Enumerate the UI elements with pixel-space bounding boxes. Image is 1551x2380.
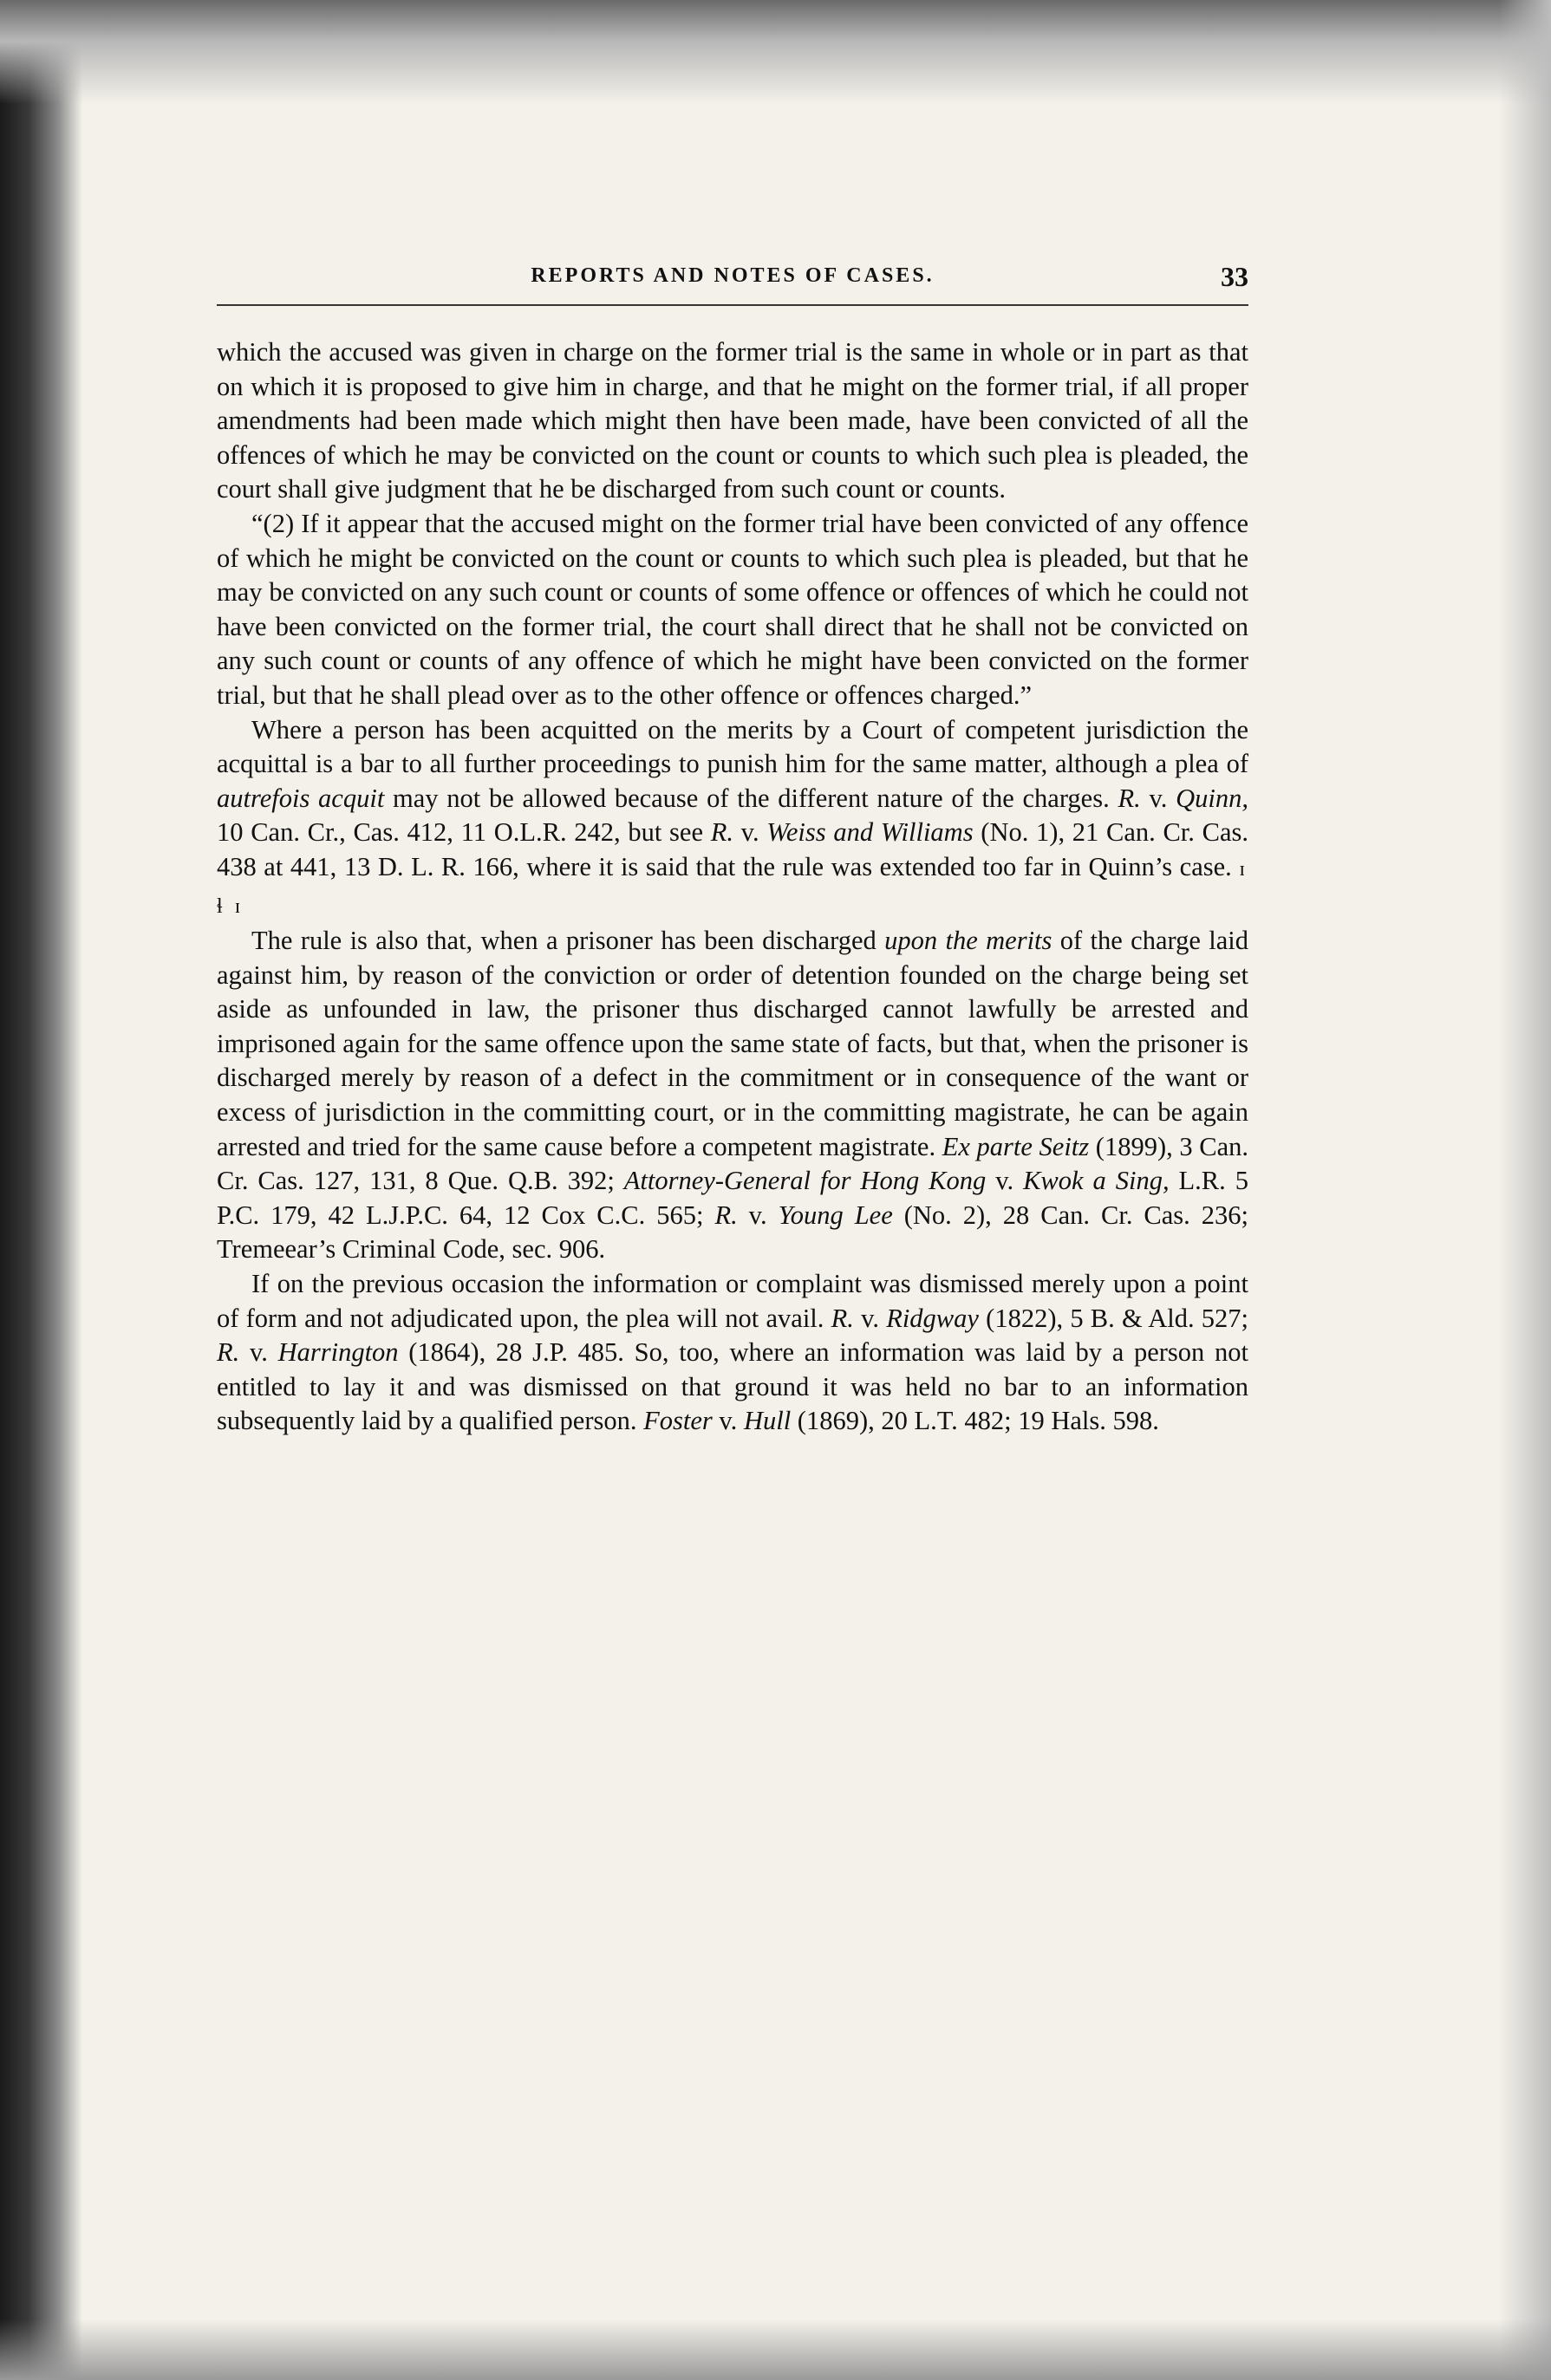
paragraph-5: If on the previous occasion the information or complaint was dismissed merely upon a point of form and not adjudicated upon, the plea will not avail. R. v. Ridgway (1822), 5 B. & Ald. 527; R. v. Harrington (1864), 28 J.P. 485. So, too, where an information was laid by a person not entitled to lay it and was dismissed on that ground it was held no bar to an information subsequently laid by a qualified person. Foster v. Hull (1869), 20 L.T. 482; 19 Hals. 598. xyxy=(217,1269,1249,1436)
book-page xyxy=(217,261,1249,1439)
running-title: REPORTS AND NOTES OF CASES. xyxy=(531,264,935,287)
case-name: Harrington xyxy=(277,1337,399,1368)
case-name: R. xyxy=(217,1337,240,1368)
case-name: R. xyxy=(831,1303,854,1333)
scan-right-edge-shadow xyxy=(1499,0,1551,2380)
case-name: Ex parte Seitz xyxy=(942,1131,1090,1161)
paragraph-4: The rule is also that, when a prisoner has been discharged upon the merits of the charge laid against him, by reason of the conviction or order of detention founded on the charge being set aside as unfounded in law, the prisoner thus discharged cannot lawfully be arrested and imprisoned again for the same offence upon the same state of facts, but that, when the prisoner is discharged merely by reason of a defect in the commitment or in consequence of the want or excess of jurisdiction in the committing court, or in the committing magistrate, he can be again arrested and tried for the same cause before a competent magistrate. Ex parte Seitz (1899), 3 Can. Cr. Cas. 127, 131, 8 Que. Q.B. 392; Attorney-General for Hong Kong v. Kwok a Sing, L.R. 5 P.C. 179, 42 L.J.P.C. 64, 12 Cox C.C. 565; R. v. Young Lee (No. 2), 28 Can. Cr. Cas. 236; Tremeear’s Criminal Code, sec. 906. xyxy=(217,926,1249,1265)
case-name: R. xyxy=(710,817,733,848)
case-name: Weiss and Williams xyxy=(766,817,974,848)
page-number: 33 xyxy=(1221,261,1248,292)
body-text xyxy=(217,335,1248,1439)
running-header xyxy=(217,261,1248,306)
case-name: Attorney-General for Hong Kong xyxy=(623,1166,987,1196)
case-name: Hull xyxy=(743,1406,792,1436)
case-name: Foster xyxy=(643,1406,713,1436)
italic-phrase: upon the merits xyxy=(884,926,1052,956)
case-name: R. xyxy=(1118,783,1141,813)
scan-left-edge-shadow xyxy=(0,0,82,2380)
case-name: Young Lee xyxy=(778,1200,893,1230)
printer-mark: ɪ ɬ ɪ xyxy=(217,857,1248,918)
paragraph-3: Where a person has been acquitted on the merits by a Court of competent jurisdiction the acquittal is a bar to all further proceedings to punish him for the same matter, although a plea of autrefois acquit may not be allowed because of the different nature of the charges. R. v. Quinn, 10 Can. Cr., Cas. 412, 11 O.L.R. 242, but see R. v. Weiss and Williams (No. 1), 21 Can. Cr. Cas. 438 at 441, 13 D. L. R. 166, where it is said that the rule was extended too far in Quinn’s case. ɪ ɬ ɪ xyxy=(217,714,1248,918)
scan-top-edge-shadow xyxy=(0,0,1551,104)
paragraph-1: which the accused was given in charge on the former trial is the same in whole or in part as that on which it is proposed to give him in charge, and that he might on the former trial, if all proper amendments had been made which might then have been made, have been convicted of all the offences of which he may be convicted on the count or counts to which such plea is pleaded, the court shall give judgment that he be discharged from such count or counts. xyxy=(217,337,1248,504)
italic-term: autrefois acquit xyxy=(217,783,385,813)
case-name: Ridgway xyxy=(886,1303,979,1333)
case-name: Quinn, xyxy=(1176,783,1248,813)
paragraph-2: “(2) If it appear that the accused might on the former trial have been convicted of any offence of which he might be convicted on the count or counts to which such plea is pleaded, but that he may be convicted on any such count or counts of some offence or offences of which he could not have been convicted on the former trial, the court shall direct that he shall not be convicted on any such count or counts of any offence of which he might have been convicted on the former trial, but that he shall plead over as to the other offence or offences charged.” xyxy=(217,508,1248,710)
case-name: R. xyxy=(714,1200,738,1230)
scan-bottom-edge-shadow xyxy=(0,2319,1551,2380)
case-name: Kwok a Sing, xyxy=(1023,1166,1170,1196)
